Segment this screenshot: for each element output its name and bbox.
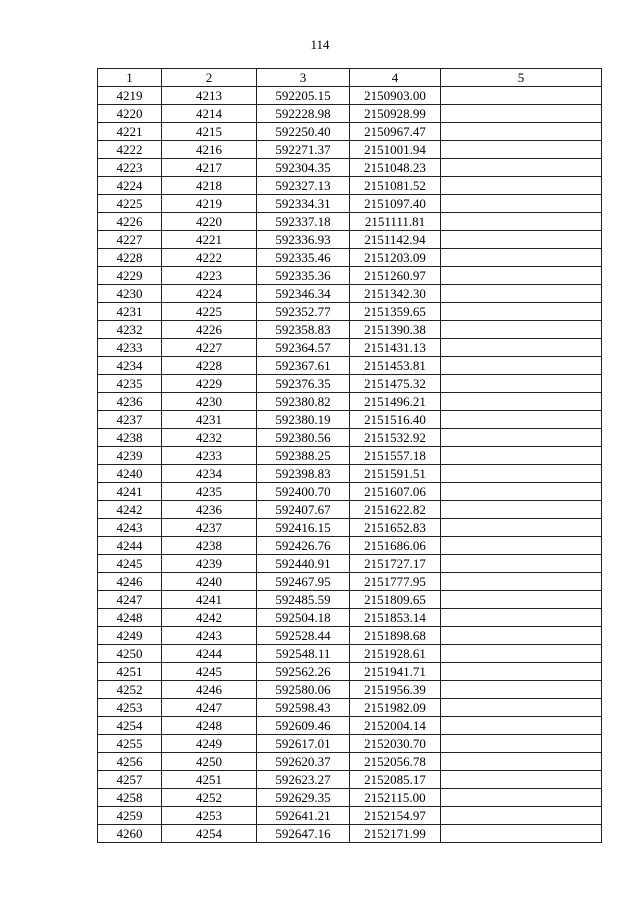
- table-cell-col-4: 2151475.32: [350, 375, 441, 393]
- table-cell-col-4: 2151982.09: [350, 699, 441, 717]
- table-cell-col-4: 2151516.40: [350, 411, 441, 429]
- table-row: [98, 663, 602, 681]
- table-cell-col-5: [441, 699, 602, 717]
- table-cell-col-2: 4248: [162, 717, 257, 735]
- table-cell-col-5: [441, 231, 602, 249]
- table-cell-col-3: 592380.19: [257, 411, 350, 429]
- coordinates-table: [97, 68, 602, 843]
- table-cell-col-4: 2151203.09: [350, 249, 441, 267]
- table-cell-col-4: 2151727.17: [350, 555, 441, 573]
- table-cell-col-3: 592250.40: [257, 123, 350, 141]
- table-cell-col-1: 4220: [98, 105, 162, 123]
- table-row: [98, 519, 602, 537]
- table-row: [98, 501, 602, 519]
- table-cell-col-2: 4227: [162, 339, 257, 357]
- table-cell-col-5: [441, 177, 602, 195]
- table-cell-col-5: [441, 537, 602, 555]
- table-cell-col-4: 2151342.30: [350, 285, 441, 303]
- table-cell-col-1: 4252: [98, 681, 162, 699]
- table-row: [98, 231, 602, 249]
- table-cell-col-4: 2151532.92: [350, 429, 441, 447]
- table-cell-col-4: 2151941.71: [350, 663, 441, 681]
- table-cell-col-3: 592304.35: [257, 159, 350, 177]
- table-row: [98, 177, 602, 195]
- table-cell-col-1: 4236: [98, 393, 162, 411]
- table-row: [98, 807, 602, 825]
- table-cell-col-1: 4228: [98, 249, 162, 267]
- table-row: [98, 681, 602, 699]
- table-cell-col-2: 4215: [162, 123, 257, 141]
- table-cell-col-4: 2151928.61: [350, 645, 441, 663]
- table-cell-col-1: 4249: [98, 627, 162, 645]
- table-cell-col-4: 2151591.51: [350, 465, 441, 483]
- table-cell-col-1: 4250: [98, 645, 162, 663]
- table-cell-col-2: 4240: [162, 573, 257, 591]
- table-row: [98, 591, 602, 609]
- table-row: [98, 609, 602, 627]
- table-cell-col-3: 592358.83: [257, 321, 350, 339]
- table-row: [98, 771, 602, 789]
- table-row: [98, 699, 602, 717]
- table-cell-col-5: [441, 591, 602, 609]
- table-cell-col-1: 4239: [98, 447, 162, 465]
- table-cell-col-4: 2151142.94: [350, 231, 441, 249]
- table-cell-col-5: [441, 375, 602, 393]
- table-cell-col-2: 4219: [162, 195, 257, 213]
- table-cell-col-1: 4253: [98, 699, 162, 717]
- table-cell-col-2: 4233: [162, 447, 257, 465]
- table-cell-col-5: [441, 627, 602, 645]
- table-cell-col-3: 592367.61: [257, 357, 350, 375]
- table-cell-col-3: 592580.06: [257, 681, 350, 699]
- table-cell-col-2: 4214: [162, 105, 257, 123]
- table-cell-col-4: 2151956.39: [350, 681, 441, 699]
- table-cell-col-1: 4241: [98, 483, 162, 501]
- table-cell-col-4: 2150928.99: [350, 105, 441, 123]
- header-row: [98, 69, 602, 87]
- table-cell-col-2: 4228: [162, 357, 257, 375]
- table-cell-col-5: [441, 645, 602, 663]
- table-cell-col-4: 2152030.70: [350, 735, 441, 753]
- table-cell-col-1: 4242: [98, 501, 162, 519]
- table-cell-col-1: 4224: [98, 177, 162, 195]
- table-cell-col-3: 592504.18: [257, 609, 350, 627]
- table-cell-col-3: 592327.13: [257, 177, 350, 195]
- table-row: [98, 141, 602, 159]
- table-cell-col-1: 4231: [98, 303, 162, 321]
- table-row: [98, 339, 602, 357]
- table-cell-col-2: 4249: [162, 735, 257, 753]
- table-cell-col-5: [441, 465, 602, 483]
- table-cell-col-2: 4225: [162, 303, 257, 321]
- table-cell-col-2: 4229: [162, 375, 257, 393]
- table-row: [98, 393, 602, 411]
- table-cell-col-3: 592205.15: [257, 87, 350, 105]
- table-cell-col-3: 592388.25: [257, 447, 350, 465]
- table-cell-col-1: 4226: [98, 213, 162, 231]
- table-cell-col-4: 2151898.68: [350, 627, 441, 645]
- table-row: [98, 447, 602, 465]
- table-cell-col-1: 4229: [98, 267, 162, 285]
- table-cell-col-1: 4246: [98, 573, 162, 591]
- column-header-1: 1: [98, 69, 162, 87]
- table-cell-col-5: [441, 681, 602, 699]
- table-row: [98, 195, 602, 213]
- table-row: [98, 789, 602, 807]
- table-cell-col-2: 4234: [162, 465, 257, 483]
- table-row: [98, 267, 602, 285]
- table-cell-col-1: 4257: [98, 771, 162, 789]
- table-cell-col-3: 592623.27: [257, 771, 350, 789]
- table-cell-col-1: 4247: [98, 591, 162, 609]
- table-cell-col-4: 2151622.82: [350, 501, 441, 519]
- table-cell-col-3: 592620.37: [257, 753, 350, 771]
- table-cell-col-5: [441, 753, 602, 771]
- table-cell-col-2: 4246: [162, 681, 257, 699]
- table-row: [98, 357, 602, 375]
- table-cell-col-3: 592641.21: [257, 807, 350, 825]
- table-cell-col-2: 4250: [162, 753, 257, 771]
- table-cell-col-1: 4234: [98, 357, 162, 375]
- table-cell-col-2: 4238: [162, 537, 257, 555]
- table-cell-col-3: 592337.18: [257, 213, 350, 231]
- table-cell-col-1: 4238: [98, 429, 162, 447]
- table-cell-col-1: 4222: [98, 141, 162, 159]
- table-cell-col-2: 4244: [162, 645, 257, 663]
- table-cell-col-2: 4254: [162, 825, 257, 843]
- table-cell-col-1: 4251: [98, 663, 162, 681]
- table-cell-col-4: 2152056.78: [350, 753, 441, 771]
- table-cell-col-5: [441, 501, 602, 519]
- table-cell-col-4: 2151496.21: [350, 393, 441, 411]
- table-cell-col-2: 4220: [162, 213, 257, 231]
- table-cell-col-5: [441, 105, 602, 123]
- table-cell-col-1: 4233: [98, 339, 162, 357]
- table-cell-col-5: [441, 735, 602, 753]
- table-cell-col-2: 4251: [162, 771, 257, 789]
- table-cell-col-1: 4259: [98, 807, 162, 825]
- table-cell-col-2: 4223: [162, 267, 257, 285]
- table-cell-col-4: 2150967.47: [350, 123, 441, 141]
- table-cell-col-3: 592647.16: [257, 825, 350, 843]
- table-cell-col-3: 592598.43: [257, 699, 350, 717]
- table-row: [98, 429, 602, 447]
- table-cell-col-4: 2151777.95: [350, 573, 441, 591]
- table-cell-col-2: 4231: [162, 411, 257, 429]
- table-cell-col-5: [441, 123, 602, 141]
- table-cell-col-5: [441, 339, 602, 357]
- table-row: [98, 213, 602, 231]
- table-cell-col-2: 4222: [162, 249, 257, 267]
- table-cell-col-3: 592528.44: [257, 627, 350, 645]
- table-cell-col-1: 4244: [98, 537, 162, 555]
- table-row: [98, 303, 602, 321]
- table-cell-col-4: 2152004.14: [350, 717, 441, 735]
- table-cell-col-5: [441, 87, 602, 105]
- table-cell-col-2: 4237: [162, 519, 257, 537]
- table-row: [98, 87, 602, 105]
- table-cell-col-3: 592629.35: [257, 789, 350, 807]
- column-header-3: 3: [257, 69, 350, 87]
- table-cell-col-2: 4213: [162, 87, 257, 105]
- table-cell-col-5: [441, 249, 602, 267]
- table-row: [98, 321, 602, 339]
- table-cell-col-4: 2151557.18: [350, 447, 441, 465]
- table-cell-col-4: 2151390.38: [350, 321, 441, 339]
- table-row: [98, 123, 602, 141]
- column-header-4: 4: [350, 69, 441, 87]
- table-cell-col-1: 4235: [98, 375, 162, 393]
- table-cell-col-3: 592617.01: [257, 735, 350, 753]
- table-row: [98, 717, 602, 735]
- table-cell-col-1: 4258: [98, 789, 162, 807]
- table-cell-col-5: [441, 807, 602, 825]
- table-cell-col-4: 2151081.52: [350, 177, 441, 195]
- table-cell-col-3: 592376.35: [257, 375, 350, 393]
- table-cell-col-5: [441, 393, 602, 411]
- table-cell-col-4: 2151453.81: [350, 357, 441, 375]
- table-cell-col-2: 4230: [162, 393, 257, 411]
- table-cell-col-5: [441, 789, 602, 807]
- table-cell-col-5: [441, 357, 602, 375]
- table-cell-col-4: 2151853.14: [350, 609, 441, 627]
- table-cell-col-4: 2151048.23: [350, 159, 441, 177]
- table-cell-col-3: 592334.31: [257, 195, 350, 213]
- table-cell-col-2: 4232: [162, 429, 257, 447]
- table-cell-col-2: 4235: [162, 483, 257, 501]
- table-body: [98, 87, 602, 843]
- table-cell-col-4: 2151431.13: [350, 339, 441, 357]
- table-cell-col-5: [441, 159, 602, 177]
- table-cell-col-2: 4221: [162, 231, 257, 249]
- table-cell-col-1: 4248: [98, 609, 162, 627]
- table-cell-col-3: 592380.56: [257, 429, 350, 447]
- table-cell-col-1: 4255: [98, 735, 162, 753]
- table-cell-col-4: 2151652.83: [350, 519, 441, 537]
- table-cell-col-4: 2151111.81: [350, 213, 441, 231]
- table-cell-col-1: 4254: [98, 717, 162, 735]
- table-row: [98, 753, 602, 771]
- table-cell-col-2: 4252: [162, 789, 257, 807]
- table-cell-col-2: 4239: [162, 555, 257, 573]
- table-row: [98, 249, 602, 267]
- table-cell-col-3: 592416.15: [257, 519, 350, 537]
- table-cell-col-5: [441, 771, 602, 789]
- table-cell-col-3: 592271.37: [257, 141, 350, 159]
- table-cell-col-1: 4237: [98, 411, 162, 429]
- table-cell-col-5: [441, 303, 602, 321]
- table-cell-col-3: 592609.46: [257, 717, 350, 735]
- table-cell-col-2: 4226: [162, 321, 257, 339]
- table-cell-col-3: 592335.46: [257, 249, 350, 267]
- table-cell-col-3: 592346.34: [257, 285, 350, 303]
- table-cell-col-4: 2152154.97: [350, 807, 441, 825]
- table-cell-col-5: [441, 267, 602, 285]
- table-cell-col-1: 4219: [98, 87, 162, 105]
- table-cell-col-4: 2152171.99: [350, 825, 441, 843]
- table-row: [98, 573, 602, 591]
- table-cell-col-4: 2151097.40: [350, 195, 441, 213]
- table-row: [98, 555, 602, 573]
- table-cell-col-5: [441, 321, 602, 339]
- table-cell-col-5: [441, 213, 602, 231]
- table-cell-col-1: 4230: [98, 285, 162, 303]
- table-row: [98, 411, 602, 429]
- table-cell-col-5: [441, 717, 602, 735]
- table-cell-col-5: [441, 825, 602, 843]
- table-cell-col-5: [441, 285, 602, 303]
- table-cell-col-4: 2151359.65: [350, 303, 441, 321]
- table-cell-col-5: [441, 555, 602, 573]
- table-cell-col-3: 592335.36: [257, 267, 350, 285]
- table-cell-col-3: 592407.67: [257, 501, 350, 519]
- table-row: [98, 645, 602, 663]
- table-cell-col-3: 592467.95: [257, 573, 350, 591]
- table-row: [98, 285, 602, 303]
- column-header-2: 2: [162, 69, 257, 87]
- table-cell-col-1: 4227: [98, 231, 162, 249]
- table-row: [98, 159, 602, 177]
- table-cell-col-2: 4247: [162, 699, 257, 717]
- table-cell-col-5: [441, 609, 602, 627]
- table-row: [98, 105, 602, 123]
- table-cell-col-5: [441, 663, 602, 681]
- table-cell-col-4: 2151260.97: [350, 267, 441, 285]
- table-cell-col-2: 4243: [162, 627, 257, 645]
- table-cell-col-5: [441, 141, 602, 159]
- table-cell-col-3: 592485.59: [257, 591, 350, 609]
- table-cell-col-5: [441, 447, 602, 465]
- table-cell-col-5: [441, 519, 602, 537]
- table-cell-col-4: 2151686.06: [350, 537, 441, 555]
- table-cell-col-2: 4218: [162, 177, 257, 195]
- table-cell-col-1: 4245: [98, 555, 162, 573]
- table-cell-col-3: 592364.57: [257, 339, 350, 357]
- table-cell-col-5: [441, 411, 602, 429]
- table-cell-col-5: [441, 483, 602, 501]
- table-cell-col-3: 592336.93: [257, 231, 350, 249]
- table-cell-col-3: 592562.26: [257, 663, 350, 681]
- table-cell-col-4: 2152085.17: [350, 771, 441, 789]
- table-cell-col-3: 592426.76: [257, 537, 350, 555]
- table-cell-col-3: 592398.83: [257, 465, 350, 483]
- table-cell-col-3: 592548.11: [257, 645, 350, 663]
- table-cell-col-1: 4223: [98, 159, 162, 177]
- table-cell-col-2: 4216: [162, 141, 257, 159]
- table-cell-col-4: 2151001.94: [350, 141, 441, 159]
- table-header: [98, 69, 602, 87]
- table-cell-col-2: 4241: [162, 591, 257, 609]
- table-cell-col-5: [441, 573, 602, 591]
- table-cell-col-3: 592380.82: [257, 393, 350, 411]
- table-cell-col-1: 4225: [98, 195, 162, 213]
- table-cell-col-1: 4256: [98, 753, 162, 771]
- column-header-5: 5: [441, 69, 602, 87]
- table-cell-col-2: 4236: [162, 501, 257, 519]
- table-cell-col-4: 2152115.00: [350, 789, 441, 807]
- table-cell-col-5: [441, 429, 602, 447]
- table-cell-col-1: 4260: [98, 825, 162, 843]
- table-cell-col-4: 2151607.06: [350, 483, 441, 501]
- table-cell-col-4: 2151809.65: [350, 591, 441, 609]
- table-row: [98, 537, 602, 555]
- table-cell-col-2: 4224: [162, 285, 257, 303]
- table-cell-col-2: 4245: [162, 663, 257, 681]
- table-cell-col-2: 4217: [162, 159, 257, 177]
- table-row: [98, 735, 602, 753]
- table-cell-col-1: 4240: [98, 465, 162, 483]
- table-row: [98, 483, 602, 501]
- table-cell-col-3: 592352.77: [257, 303, 350, 321]
- table-cell-col-5: [441, 195, 602, 213]
- table-cell-col-3: 592228.98: [257, 105, 350, 123]
- page-number: 114: [310, 37, 330, 52]
- table-cell-col-2: 4242: [162, 609, 257, 627]
- table-row: [98, 825, 602, 843]
- table-cell-col-1: 4232: [98, 321, 162, 339]
- table-cell-col-3: 592400.70: [257, 483, 350, 501]
- table-row: [98, 465, 602, 483]
- table-cell-col-1: 4243: [98, 519, 162, 537]
- table-cell-col-4: 2150903.00: [350, 87, 441, 105]
- table-cell-col-2: 4253: [162, 807, 257, 825]
- table-row: [98, 627, 602, 645]
- table-cell-col-1: 4221: [98, 123, 162, 141]
- table-row: [98, 375, 602, 393]
- table-cell-col-3: 592440.91: [257, 555, 350, 573]
